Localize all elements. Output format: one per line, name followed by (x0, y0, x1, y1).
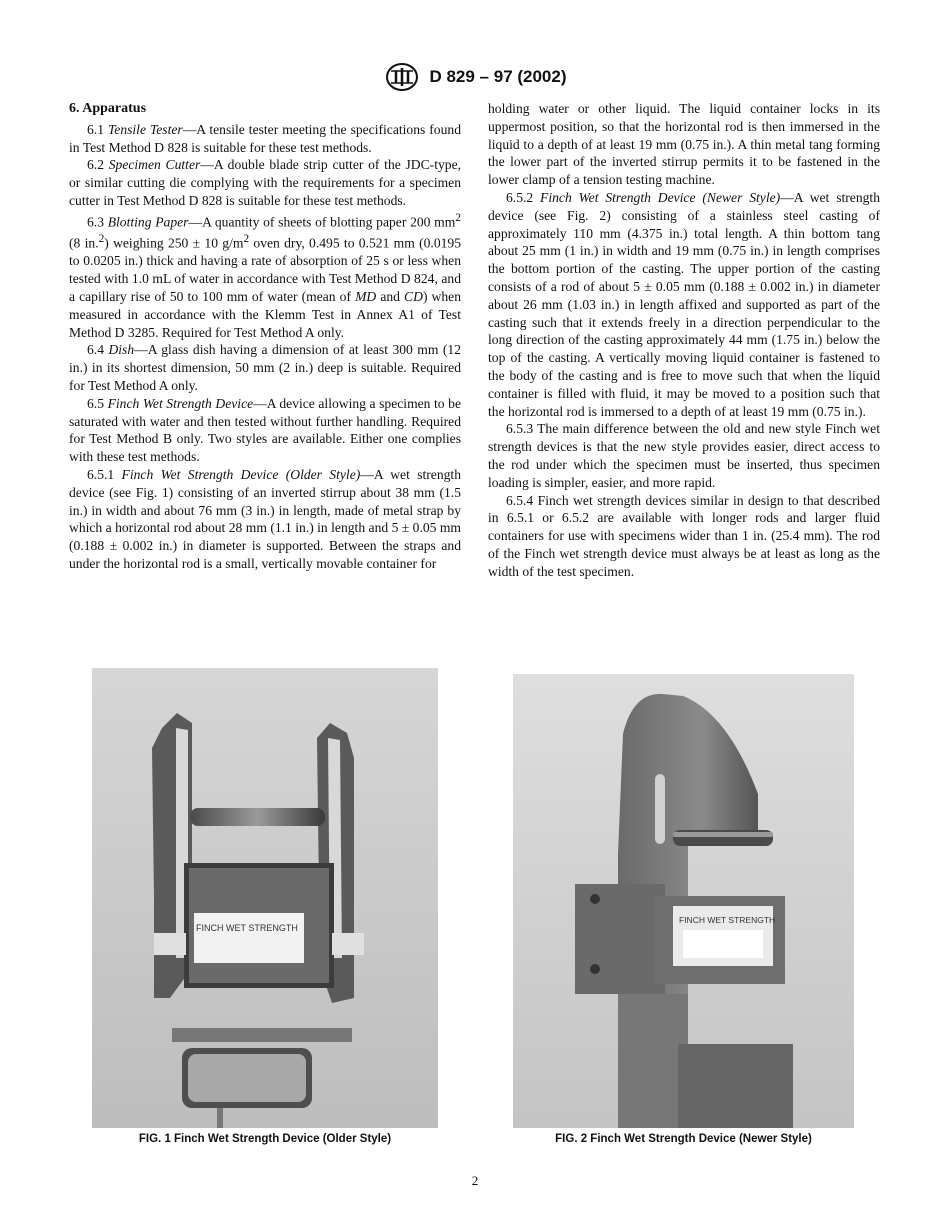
figure-2-photo (513, 674, 854, 1128)
page-number: 2 (471, 1173, 479, 1188)
paragraph-6-5-4: 6.5.4 Finch wet strength devices similar in design to that described in 6.5.1 or 6.5.2 are available with longer rods and larger fluid containers for use with specimens wider than 1 in. (25.4 mm). The rod of the Finch wet strength device must always be at least as long as the width of the test specimen. (488, 492, 880, 579)
paragraph-6-5: 6.5 Finch Wet Strength Device—A device allowing a specimen to be saturated with water and then tested without further handling. Required for Test Method B only. Two styles are available. Either one complies with these test methods. (69, 395, 462, 465)
paragraph-6-5-1: 6.5.1 Finch Wet Strength Device (Older Style)—A wet strength device (see Fig. 1) consisting of an inverted stirrup about 38 mm (1.5 in.) in width and about 76 mm (3 in.) in length, made of metal strap by which a horizontal rod about 28 mm (1.1 in.) in length and 5 ± 0.05 mm (0.188 ± 0.002 in.) in diameter is supported. Between the straps and under the horizontal rod is a small, vertically movable container for (69, 467, 461, 571)
figure-1-photo (92, 668, 438, 1128)
left-column (69, 100, 461, 573)
section-title: 6. Apparatus (69, 101, 147, 116)
paragraph-6-5-1-continued: holding water or other liquid. The liquid container locks in its uppermost position, so that the horizontal rod is then immersed in the liquid to a depth of at least 19 mm (0.75 in.). A thin metal tang forming the lower part of the inverted stirrup permits it to be fastened in the lower clamp of a tension testing machine. (488, 101, 880, 188)
figure-1-caption: FIG. 1 Finch Wet Strength Device (Older Style) (138, 1133, 392, 1145)
astm-logo-icon (383, 62, 421, 92)
right-column (488, 100, 880, 581)
paragraph-6-4: 6.4 Dish—A glass dish having a dimension of at least 300 mm (12 in.) in its shortest dimension, 50 mm (2 in.) deep is suitable. Required for Test Method A only. (69, 342, 462, 394)
paragraph-6-5-3: 6.5.3 The main difference between the old and new style Finch wet strength devices is that the new style provides easier, direct access to the rod under which the specimen must be inserted, thus specimen loading is simpler, easier, and more rapid. (488, 421, 880, 490)
document-designation: D 829 – 97 (2002) (429, 67, 567, 86)
paragraph-6-2: 6.2 Specimen Cutter—A double blade strip cutter of the JDC-type, or similar cutting die complying with the requirements for a specimen cutter in Test Method D 828 is suitable for these test methods. (69, 157, 461, 208)
figure-2-container-label: FINCH WET STRENGTH (679, 915, 776, 925)
page-header (0, 62, 950, 92)
paragraph-6-1: 6.1 Tensile Tester—A tensile tester meeting the specifications found in Test Method D 828 is suitable for these test methods. (69, 121, 461, 155)
figure-1-container-label: FINCH WET STRENGTH (196, 923, 298, 933)
paragraph-6-5-2: 6.5.2 Finch Wet Strength Device (Newer Style)—A wet strength device (see Fig. 2) consisting of a stainless steel casting of approximately 110 mm (4.375 in.) total length. A thin bottom tang about 25 mm (1 in.) in width and 19 mm (0.75 in.) in length comprises the bottom portion of the casting. The upper portion of the casting consists of a rod of about 5 ± 0.05 mm (0.188 ± 0.002 in.) in diameter about 26 mm (1.03 in.) in length affixed and supported as part of the casting such that it extends freely in a direction perpendicular to the long direction of the casting approximately 44 mm (1.75 in.) below the top of the casting. A vertically moving liquid container is fastened to the body of the casting and is free to move such that when the liquid container is filled with fluid, it may be moved to a position such that the horizontal rod is immersed to a depth of at least 19 mm (0.75 in.). (488, 189, 880, 419)
paragraph-6-3: 6.3 Blotting Paper—A quantity of sheets of blotting paper 200 $mm^2$ (8 in.$^2$) weighing 250 ± 10 $g/m^2$ oven dry, 0.495 to 0.521 mm (0.0195 to 0.0205 in.) thick and having a rate of absorption of 25 s or less when tested with 1.0 mL of water in accordance with Test Method D 824, and a capillary rise of 50 to 100 mm of water (mean of MD and CD) when measured in accordance with the Klemm Test in Annex A1 of Test Method D 3285. Required for Test Method A only. (69, 211, 462, 340)
figure-2-caption: FIG. 2 Finch Wet Strength Device (Newer Style) (555, 1133, 812, 1145)
